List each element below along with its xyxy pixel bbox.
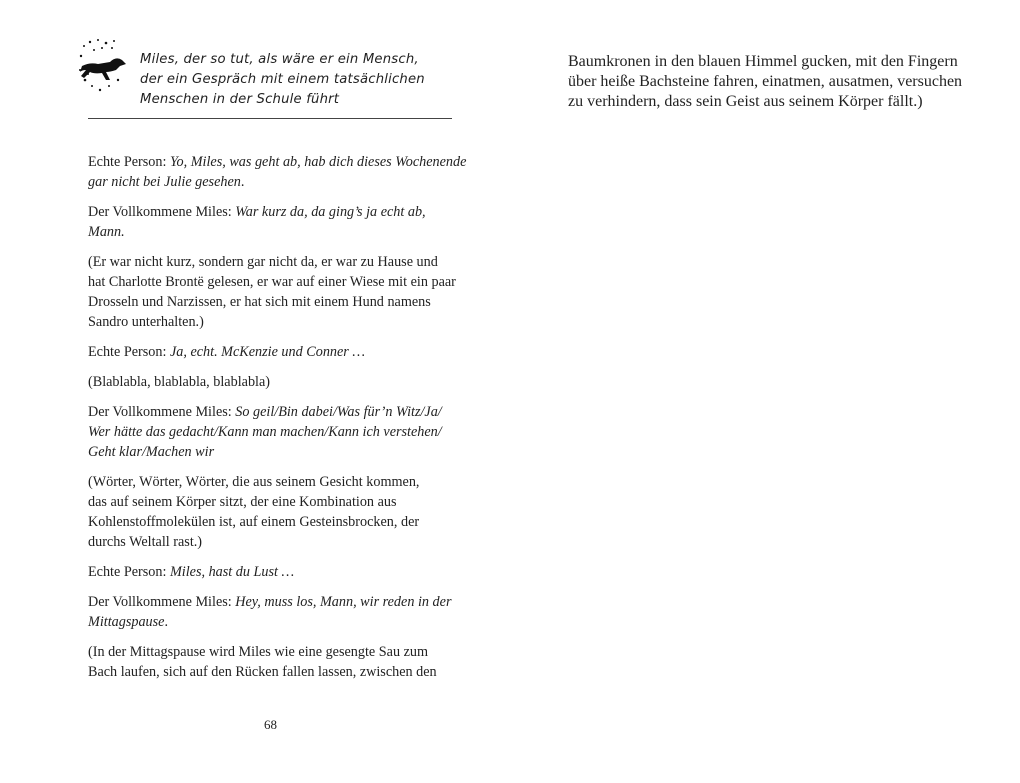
- chapter-heading: [140, 50, 425, 110]
- dialogue-text: Ja, echt. McKenzie und Conner …: [169, 344, 365, 360]
- text-line: [88, 512, 458, 532]
- dialogue-text: Miles, hast du Lust …: [169, 564, 295, 580]
- dialogue-text: War kurz da, da ging’s ja echt ab,: [235, 204, 426, 220]
- text-line: [88, 222, 458, 242]
- narration-text: Der Vollkommene Miles:: [88, 594, 236, 610]
- text-line: [88, 152, 467, 172]
- narration-text: zu verhindern, dass sein Geist aus seinem Körper fällt.): [568, 93, 923, 110]
- narration-text: über heiße Bachsteine fahren, einatmen, ausatmen, versuchen: [568, 73, 963, 90]
- paragraph: [88, 562, 458, 582]
- right-page-text: [568, 52, 963, 112]
- text-line: [568, 72, 963, 92]
- narration-text: Echte Person:: [88, 344, 170, 360]
- left-page-text: [88, 152, 467, 692]
- narration-text: (Wörter, Wörter, Wörter, die aus seinem Gesicht kommen,: [88, 474, 420, 490]
- narration-text: Der Vollkommene Miles:: [88, 204, 236, 220]
- narration-text: hat Charlotte Brontë gelesen, er war auf einer Wiese mit ein paar: [88, 274, 456, 290]
- text-line: [88, 492, 458, 512]
- paragraph: [88, 342, 458, 362]
- text-line: [88, 422, 458, 442]
- narration-text: (Blablabla, blablabla, blablabla): [88, 374, 270, 390]
- dialogue-text: Hey, muss los, Mann, wir reden in der: [235, 594, 452, 610]
- text-line: [568, 52, 958, 72]
- dialogue-text: Mittagspause: [88, 614, 165, 630]
- dialogue-text: Yo, Miles, was geht ab, hab dich dieses Wochenende: [169, 154, 467, 170]
- text-line: [88, 642, 458, 662]
- narration-text: Sandro unterhalten.): [88, 314, 204, 330]
- paragraph: [88, 202, 458, 242]
- text-line: [88, 252, 458, 272]
- paragraph: [88, 252, 458, 332]
- paragraph: [88, 402, 458, 462]
- running-dog-icon: [76, 36, 128, 96]
- chapter-heading-line: Miles, der so tut, als wäre er ein Mensch,: [140, 52, 419, 67]
- paragraph: [88, 642, 458, 682]
- paragraph: [88, 592, 458, 632]
- chapter-header: [88, 34, 452, 119]
- dialogue-text: Geht klar/Machen wir: [88, 444, 215, 460]
- text-line: [88, 272, 458, 292]
- text-line: [568, 92, 948, 112]
- narration-text: .: [240, 174, 245, 190]
- narration-text: das auf seinem Körper sitzt, der eine Kombination aus: [88, 494, 397, 510]
- narration-text: Echte Person:: [88, 154, 170, 170]
- text-line: [88, 372, 458, 392]
- text-line: [88, 402, 458, 422]
- narration-text: (Er war nicht kurz, sondern gar nicht da, er war zu Hause und: [88, 254, 438, 270]
- text-line: [88, 612, 458, 632]
- text-line: [88, 202, 458, 222]
- dialogue-text: Mann.: [88, 224, 125, 240]
- narration-text: Baumkronen in den blauen Himmel gucken, mit den Fingern: [568, 53, 958, 70]
- text-line: [88, 292, 458, 312]
- paragraph: [88, 472, 458, 552]
- chapter-heading-line: Menschen in der Schule führt: [140, 92, 340, 107]
- narration-text: (In der Mittagspause wird Miles wie eine gesengte Sau zum: [88, 644, 429, 660]
- text-line: [88, 472, 458, 492]
- text-line: [88, 442, 458, 462]
- text-line: [88, 172, 458, 192]
- narration-text: durchs Weltall rast.): [88, 534, 203, 550]
- dialogue-text: Wer hätte das gedacht/Kann man machen/Kann ich verstehen/: [88, 424, 442, 440]
- paragraph: [568, 52, 963, 112]
- dialogue-text: So geil/Bin dabei/Was für’n Witz/Ja/: [235, 404, 442, 420]
- text-line: [88, 532, 458, 552]
- dialogue-text: gar nicht bei Julie gesehen: [88, 174, 241, 190]
- narration-text: Kohlenstoffmolekülen ist, auf einem Gesteinsbrocken, der: [88, 514, 420, 530]
- page-number: 68: [264, 717, 277, 732]
- narration-text: Drosseln und Narzissen, er hat sich mit einem Hund namens: [88, 294, 431, 310]
- text-line: [88, 562, 458, 582]
- paragraph: [88, 152, 467, 192]
- left-page: [88, 0, 467, 783]
- paragraph: [88, 372, 458, 392]
- narration-text: .: [164, 614, 168, 630]
- text-line: [88, 592, 458, 612]
- narration-text: Echte Person:: [88, 564, 170, 580]
- narration-text: Bach laufen, sich auf den Rücken fallen lassen, zwischen den: [88, 664, 437, 680]
- chapter-heading-line: der ein Gespräch mit einem tatsächlichen: [140, 72, 425, 87]
- text-line: [88, 662, 458, 682]
- text-line: [88, 312, 458, 332]
- narration-text: Der Vollkommene Miles:: [88, 404, 236, 420]
- text-line: [88, 342, 458, 362]
